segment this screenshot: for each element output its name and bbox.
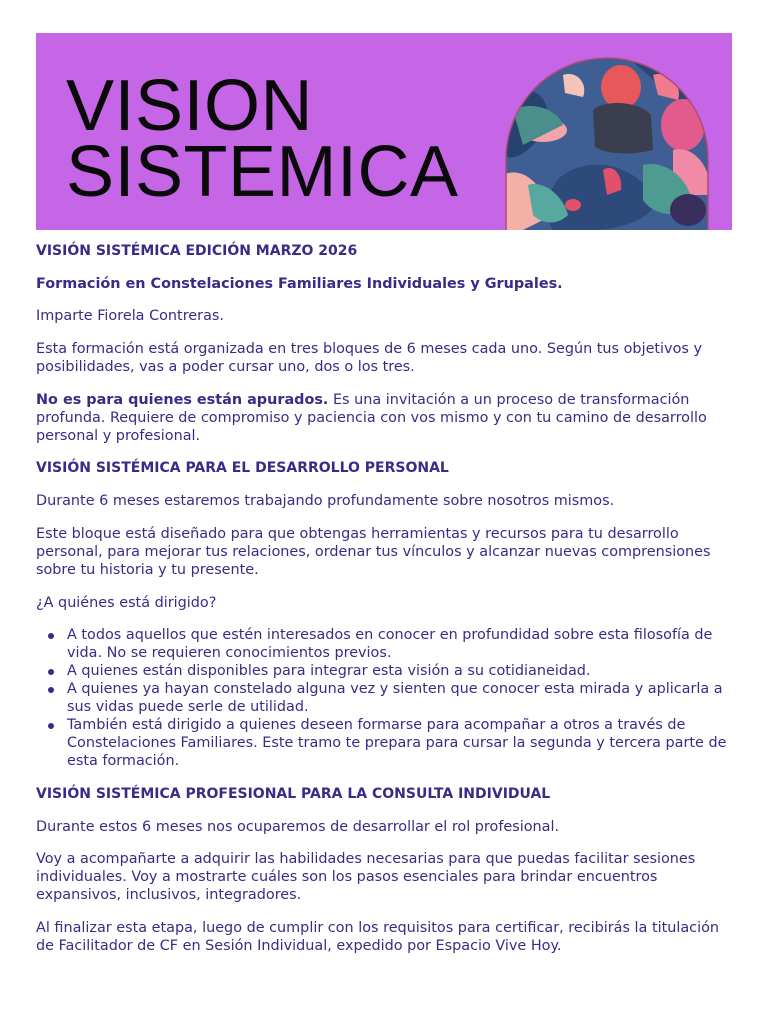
instructor-line: Imparte Fiorela Contreras. bbox=[36, 308, 224, 325]
professional-section-heading: VISIÓN SISTÉMICA PROFESIONAL PARA LA CONSULTA INDIVIDUAL bbox=[36, 785, 551, 802]
people-circle-illustration-icon bbox=[503, 55, 711, 230]
personal-paragraph-2: Este bloque está diseñado para que obtengas herramientas y recursos para tu desarrollo personal, para mejorar tus relaciones, ordenar tus vínculos y alcanzar nuevas comprensiones sobre tu historia y tu presente. bbox=[36, 525, 711, 578]
professional-paragraph-1: Durante estos 6 meses nos ocuparemos de desarrollar el rol profesional. bbox=[36, 818, 560, 835]
list-item: A todos aquellos que estén interesados en conocer en profundidad sobre esta filosofía de vida. No se requieren conocimientos previos. bbox=[36, 626, 732, 662]
audience-list bbox=[36, 626, 732, 770]
personal-paragraph-1: Durante 6 meses estaremos trabajando profundamente sobre nosotros mismos. bbox=[36, 493, 615, 510]
subtitle bbox=[36, 275, 732, 293]
notice-text: Es una invitación a un proceso de transformación profunda. Requiere de compromiso y paciencia con vos mismo y con tu camino de desarrollo personal y profesional. bbox=[36, 391, 707, 444]
subtitle-text: Formación en Constelaciones Familiares Individuales y Grupales. bbox=[36, 275, 563, 292]
personal-section-heading: VISIÓN SISTÉMICA PARA EL DESARROLLO PERSONAL bbox=[36, 460, 449, 477]
audience-question: ¿A quiénes está dirigido? bbox=[36, 594, 217, 611]
edition-heading: VISIÓN SISTÉMICA EDICIÓN MARZO 2026 bbox=[36, 243, 358, 259]
list-item: A quienes ya hayan constelado alguna vez y sienten que conocer esta mirada y aplicarla a sus vidas puede serle de utilidad. bbox=[36, 680, 732, 716]
list-item: A quienes están disponibles para integrar esta visión a su cotidianeidad. bbox=[36, 662, 732, 680]
list-item: También está dirigido a quienes deseen formarse para acompañar a otros a través de Constelaciones Familiares. Este tramo te prepara para cursar la segunda y tercera parte de esta formación. bbox=[36, 716, 732, 770]
header-banner bbox=[36, 33, 732, 230]
page-title bbox=[66, 66, 459, 212]
title-line-1: VISION bbox=[66, 66, 314, 146]
intro-paragraph: Esta formación está organizada en tres bloques de 6 meses cada uno. Según tus objetivos y posibilidades, vas a poder cursar uno, dos o los tres. bbox=[36, 341, 702, 376]
notice-bold: No es para quienes están apurados. bbox=[36, 391, 329, 408]
document-body bbox=[36, 242, 732, 970]
title-line-2: SISTEMICA bbox=[66, 132, 459, 212]
notice-paragraph bbox=[36, 391, 732, 445]
professional-paragraph-2: Voy a acompañarte a adquirir las habilidades necesarias para que puedas facilitar sesiones individuales. Voy a mostrarte cuáles son los pasos esenciales para brindar encuentros expansivos, inclusivos, integradores. bbox=[36, 851, 696, 904]
professional-paragraph-3: Al finalizar esta etapa, luego de cumplir con los requisitos para certificar, recibirás la titulación de Facilitador de CF en Sesión Individual, expedido por Espacio Vive Hoy. bbox=[36, 919, 720, 954]
